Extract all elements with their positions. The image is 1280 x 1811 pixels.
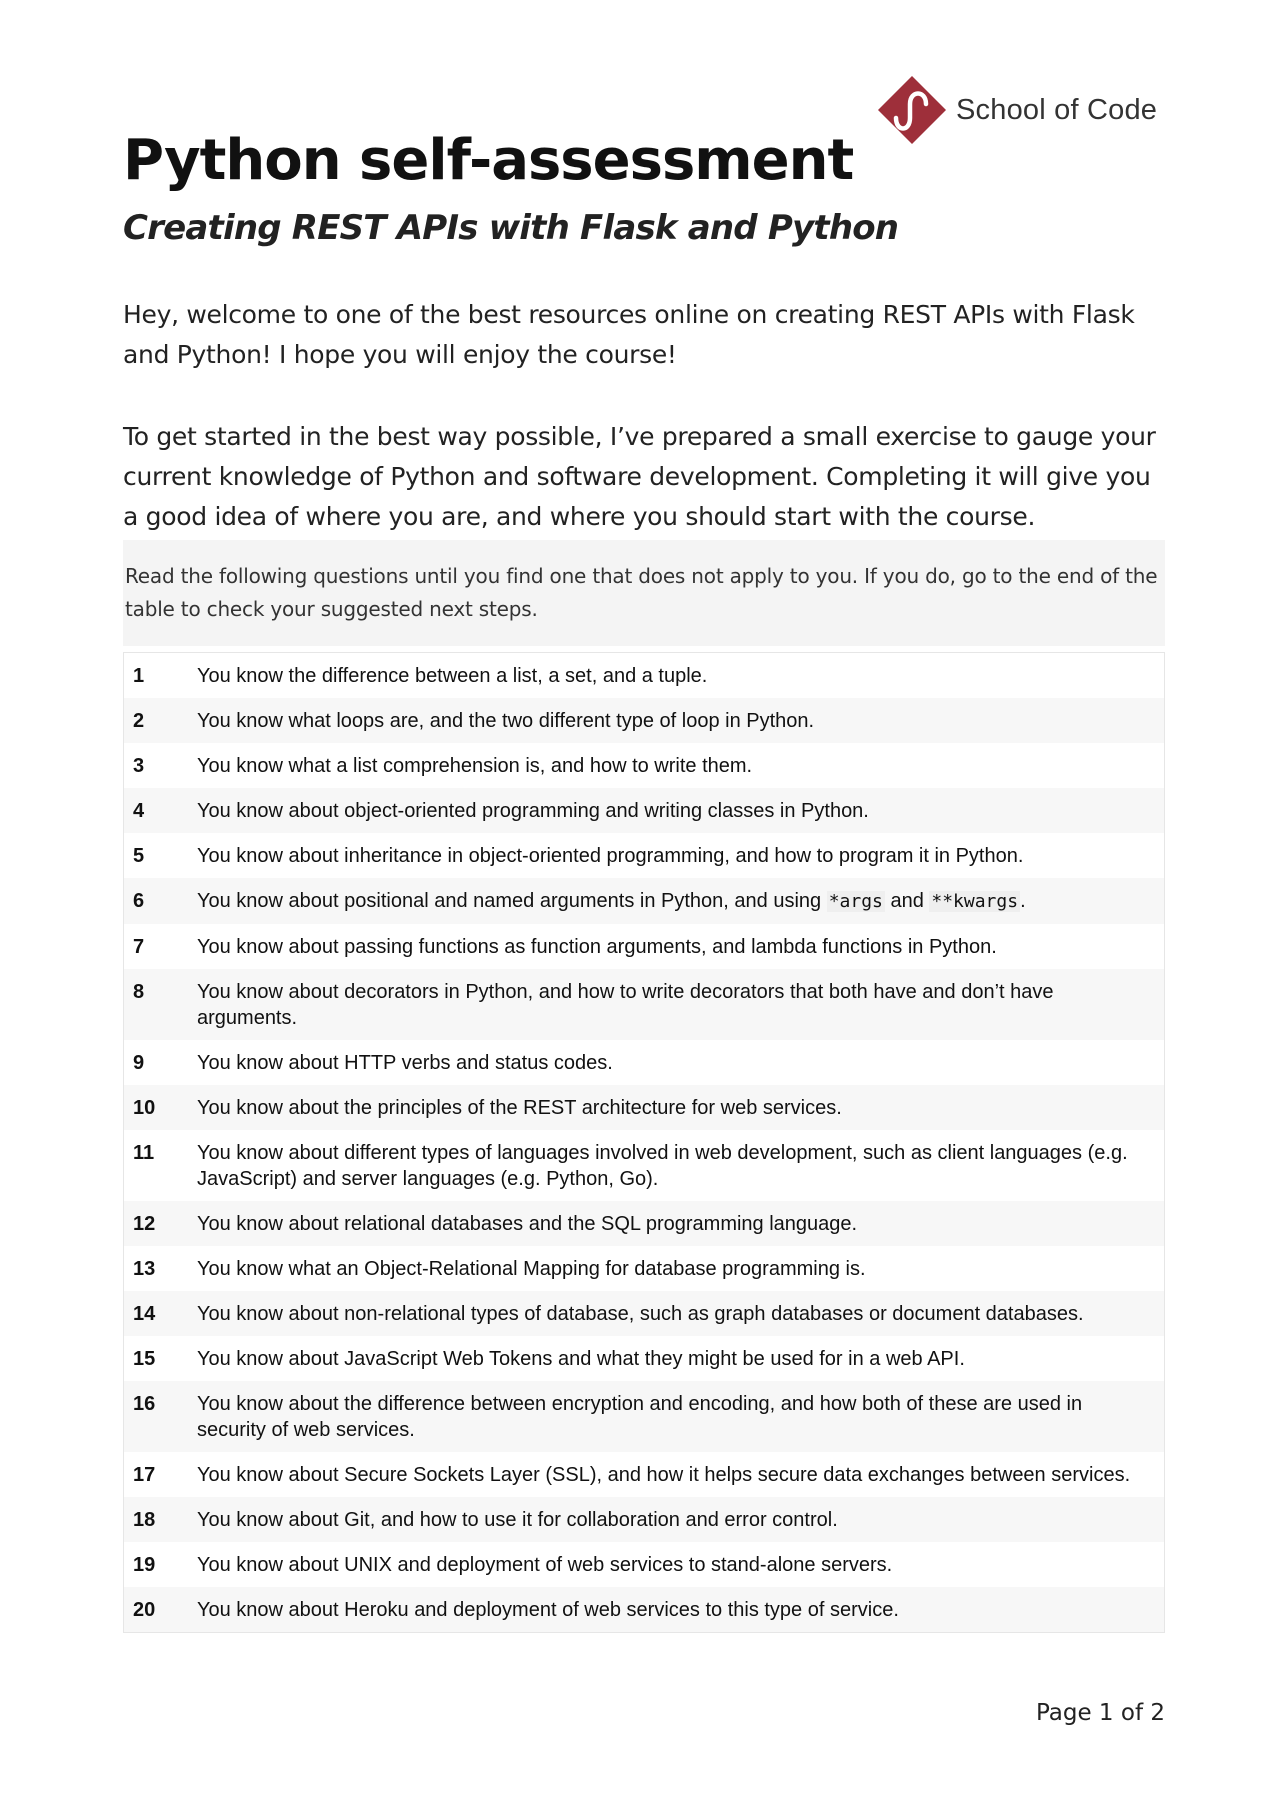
question-row (124, 1587, 1165, 1633)
question-number: 3 (133, 755, 145, 777)
question-number: 2 (133, 710, 145, 732)
question-text: You know about non-relational types of database, such as graph databases or document databases. (197, 1303, 1084, 1325)
question-number: 4 (133, 800, 145, 822)
page-indicator: Page 1 of 2 (1035, 1700, 1165, 1726)
question-row (124, 1130, 1165, 1201)
question-row (124, 1497, 1165, 1542)
questions-table (123, 652, 1165, 1633)
question-number: 18 (133, 1509, 156, 1531)
question-text: You know what an Object-Relational Mapping for database programming is. (197, 1258, 866, 1280)
question-text (197, 878, 1165, 924)
question-row (124, 1085, 1165, 1130)
question-number: 15 (133, 1348, 156, 1370)
question-row (124, 1452, 1165, 1497)
logo-text: School of Code (956, 93, 1158, 126)
question-row (124, 743, 1165, 788)
question-number: 17 (133, 1464, 156, 1486)
question-text: You know about JavaScript Web Tokens and what they might be used for in a web API. (197, 1348, 965, 1370)
page-subtitle: Creating REST APIs with Flask and Python (123, 208, 899, 248)
question-text: You know about Secure Sockets Layer (SSL), and how it helps secure data exchanges between services. (197, 1464, 1131, 1486)
question-text-part: . (1020, 890, 1026, 912)
question-number: 13 (133, 1258, 156, 1280)
question-text: You know about UNIX and deployment of web services to stand-alone servers. (197, 1554, 893, 1576)
question-text: You know about Git, and how to use it for collaboration and error control. (197, 1509, 838, 1531)
question-number: 16 (133, 1393, 156, 1415)
question-text: You know about inheritance in object-oriented programming, and how to program it in Python. (197, 845, 1024, 867)
question-text: You know about object-oriented programming and writing classes in Python. (197, 800, 869, 822)
question-text: You know about relational databases and the SQL programming language. (197, 1213, 858, 1235)
question-row (124, 1291, 1165, 1336)
question-row (124, 878, 1165, 924)
question-number: 12 (133, 1213, 156, 1235)
question-row (124, 969, 1165, 1040)
page-title: Python self-assessment (123, 128, 854, 193)
question-number: 7 (133, 936, 145, 958)
question-row (124, 653, 1165, 699)
question-row (124, 698, 1165, 743)
code-snippet-args: *args (828, 891, 883, 912)
question-number: 8 (133, 981, 145, 1003)
question-text: You know about HTTP verbs and status codes. (197, 1052, 613, 1074)
question-text: You know what loops are, and the two different type of loop in Python. (197, 710, 815, 732)
question-number: 10 (133, 1097, 156, 1119)
question-text: You know about passing functions as function arguments, and lambda functions in Python. (197, 936, 997, 958)
question-row (124, 1542, 1165, 1587)
question-text: You know about different types of languages involved in web development, such as client languages (e.g. JavaScript) and server languages (e.g. Python, Go). (197, 1142, 1128, 1190)
intro-paragraph-exercise: To get started in the best way possible, I’ve prepared a small exercise to gauge your current knowledge of Python and software development. Completing it will give you a good idea of where you are, and where you should start with the course. (123, 422, 1156, 531)
question-text: You know about the difference between encryption and encoding, and how both of these are used in security of web services. (197, 1393, 1083, 1441)
school-of-code-logo-icon (876, 74, 948, 146)
intro-paragraph-welcome: Hey, welcome to one of the best resources online on creating REST APIs with Flask and Python! I hope you will enjoy the course! (123, 300, 1135, 369)
question-text-part: You know about positional and named arguments in Python, and using (197, 890, 827, 912)
question-text: You know about Heroku and deployment of web services to this type of service. (197, 1599, 899, 1621)
question-number: 19 (133, 1554, 156, 1576)
question-text: You know the difference between a list, a set, and a tuple. (197, 665, 708, 687)
question-number: 20 (133, 1599, 156, 1621)
question-row (124, 1201, 1165, 1246)
question-text: You know about decorators in Python, and how to write decorators that both have and don’t have arguments. (197, 981, 1054, 1029)
question-number: 9 (133, 1052, 145, 1074)
logo (876, 74, 1157, 146)
question-row (124, 788, 1165, 833)
question-row (124, 924, 1165, 969)
instructions-text: Read the following questions until you find one that does not apply to you. If you do, go to the end of the table to check your suggested next steps. (125, 564, 1158, 621)
question-number: 6 (133, 890, 145, 912)
question-text-part: and (884, 890, 930, 912)
question-text: You know what a list comprehension is, and how to write them. (197, 755, 753, 777)
question-text: You know about the principles of the REST architecture for web services. (197, 1097, 842, 1119)
question-row (124, 1336, 1165, 1381)
question-row (124, 1040, 1165, 1085)
question-number: 14 (133, 1303, 156, 1325)
code-snippet-kwargs: **kwargs (931, 891, 1019, 912)
question-number: 1 (133, 665, 145, 687)
question-row (124, 1246, 1165, 1291)
instructions-callout (123, 540, 1165, 646)
question-number: 11 (133, 1142, 155, 1164)
question-row (124, 833, 1165, 878)
question-row (124, 1381, 1165, 1452)
question-number: 5 (133, 845, 145, 867)
